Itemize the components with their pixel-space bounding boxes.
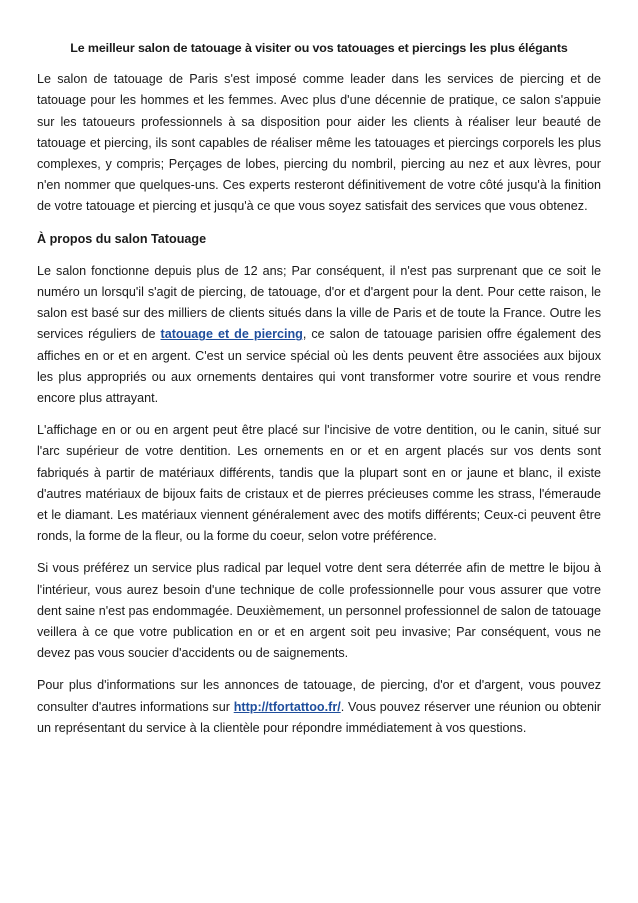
paragraph-1-text-end: , ce salon de tatouage parisien offre également des affiches en or et en argent. C'est un service spécial où les dents peuvent être associées aux bijoux les plus appropriés ou aux ornements dentaires qui vont transformer votre sourire et vous rendre encore plus attrayant. <box>37 327 601 406</box>
document-title: Le meilleur salon de tatouage à visiter ou vos tatouages et piercings les plus élégants <box>70 41 568 55</box>
document-page <box>37 38 601 750</box>
tattoo-piercing-link[interactable]: tatouage et de piercing <box>160 327 303 342</box>
paragraph-4-text-end: . Vous pouvez réserver une réunion ou obtenir un représentant du service à la clientèle pour répondre immédiatement à vos questions. <box>37 699 601 735</box>
paragraph-3: Si vous préférez un service plus radical par lequel votre dent sera déterrée afin de mettre le bijou à l'intérieur, vous aurez besoin d'une technique de colle professionnelle pour vous assurer que votre dent saine n'est pas endommagée. Deuxièmement, un personnel professionnel de salon de tatouage veillera à ce que votre publication en or et en argent soit peu invasive; Par conséquent, vous ne devez pas vous soucier d'accidents ou de saignements. <box>37 561 601 661</box>
website-link[interactable]: http://tfortattoo.fr/ <box>233 699 341 714</box>
paragraph-2: L'affichage en or ou en argent peut être placé sur l'incisive de votre dentition, ou le canin, situé sur l'arc supérieur de votre dentition. Les ornements en or et en argent placés sur vos dents sont fabriqués à partir de matériaux différents, tandis que la plupart sont en or jaune et blanc, il existe d'autres matériaux de bijoux faits de cristaux et de pierres précieuses comme les strass, l'émeraude et le diamant. Les matériaux viennent généralement avec des motifs différents; Ceux-ci peuvent être ronds, la forme de la fleur, ou la forme du coeur, selon votre préférence. <box>37 423 601 544</box>
paragraph-4 <box>37 675 601 739</box>
intro-paragraph: Le salon de tatouage de Paris s'est imposé comme leader dans les services de piercing et de tatouage pour les hommes et les femmes. Avec plus d'une décennie de pratique, ce salon s'appuie sur les tatoueurs professionnels à sa disposition pour aider les clients à réaliser leur beauté de tatouage et piercing, ils sont capables de réaliser même les tatouages et piercings corporels les plus complexes, y compris; Perçages de lobes, piercing du nombril, piercing au nez et aux lèvres, pour n'en nommer que quelques-uns. Ces experts resteront définitivement de votre côté jusqu'à la finition de votre tatouage et piercing et jusqu'à ce que vous soyez satisfait des services que vous obtenez. <box>37 72 601 214</box>
section-heading: À propos du salon Tatouage <box>37 231 207 246</box>
paragraph-4-text-start: Pour plus d'informations sur les annonces de tatouage, de piercing, d'or et d'argent, vous pouvez consulter d'autres informations sur <box>37 678 601 714</box>
paragraph-1 <box>37 261 601 409</box>
paragraph-1-text-start: Le salon fonctionne depuis plus de 12 ans; Par conséquent, il n'est pas surprenant que ce soit le numéro un lorsqu'il s'agit de piercing, de tatouage, d'or et d'argent pour la dent. Pour cette raison, le salon est basé sur des milliers de clients situés dans la ville de Paris et de toute la France. Outre les services réguliers de <box>37 263 601 342</box>
